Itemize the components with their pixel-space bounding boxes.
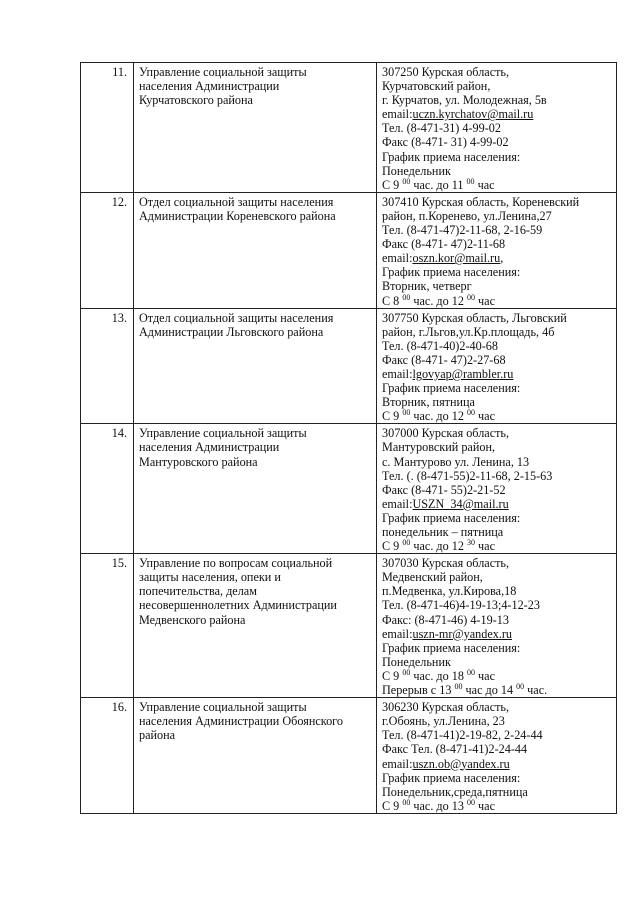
- contact-line: Вторник, четверг: [382, 279, 472, 294]
- organization-cell: [134, 424, 377, 554]
- organization-cell: [134, 308, 377, 424]
- email-link[interactable]: oszn.kor@mail.ru: [412, 251, 501, 266]
- contact-line: Мантуровский район,: [382, 440, 496, 455]
- email-line: [382, 627, 612, 641]
- contact-line: 307750 Курская область, Льговский: [382, 310, 567, 325]
- time-text: С 9: [382, 539, 403, 554]
- contact-line: г.Обоянь, ул.Ленина, 23: [382, 714, 505, 729]
- contact-line: с. Мантурово ул. Ленина, 13: [382, 454, 530, 469]
- schedule-time-line: [382, 294, 612, 308]
- organization-name-line: попечительства, делам: [139, 584, 257, 599]
- minutes-superscript: 00: [467, 292, 475, 302]
- minutes-superscript: 00: [467, 408, 475, 418]
- organization-cell: [134, 554, 377, 698]
- organization-name-line: Управление социальной защиты: [139, 700, 307, 715]
- schedule-time-line: [382, 669, 612, 683]
- contact-line: Тел. (. (8-471-55)2-11-68, 2-15-63: [382, 468, 553, 483]
- minutes-superscript: 00: [402, 667, 411, 677]
- table-row: [81, 554, 617, 698]
- time-text: час.: [524, 683, 548, 698]
- offices-table-body: [81, 63, 617, 814]
- time-text: С 8: [382, 293, 403, 308]
- schedule-time-line: [382, 799, 612, 813]
- organization-name-line: населения Администрации: [139, 79, 280, 94]
- minutes-superscript: 00: [402, 797, 411, 807]
- schedule-time-line: [382, 539, 612, 553]
- time-text: С 9: [382, 177, 403, 192]
- minutes-superscript: 00: [516, 682, 525, 692]
- contact-line: 307410 Курская область, Кореневский: [382, 194, 580, 209]
- time-text: час: [475, 409, 495, 424]
- contact-line: График приема населения:: [382, 770, 521, 785]
- contact-line: 307250 Курская область,: [382, 65, 510, 79]
- contact-line: Вторник, пятница: [382, 395, 475, 410]
- table-row: [81, 308, 617, 424]
- time-text: С 9: [382, 798, 403, 813]
- time-text: час. до 13: [410, 798, 467, 813]
- organization-cell: [134, 192, 377, 308]
- organization-cell: [134, 63, 377, 193]
- time-text: час. до 12: [410, 409, 467, 424]
- time-text: час. до 11: [410, 177, 467, 192]
- organization-name-line: несовершеннолетних Администрации: [139, 598, 337, 613]
- minutes-superscript: 00: [467, 797, 475, 807]
- table-row: [81, 698, 617, 814]
- contact-info-cell: [377, 308, 617, 424]
- contact-line: Факс (8-471- 55)2-21-52: [382, 482, 506, 497]
- email-link[interactable]: USZN_34@mail.ru: [412, 496, 509, 511]
- email-link[interactable]: lgovyap@rambler.ru: [412, 366, 514, 381]
- email-line: [382, 367, 612, 381]
- contact-line: г. Курчатов, ул. Молодежная, 5в: [382, 93, 547, 108]
- contact-line: Факс: (8-471-46) 4-19-13: [382, 612, 509, 627]
- organization-name-line: Управление социальной защиты: [139, 65, 307, 79]
- schedule-time-line: [382, 178, 612, 192]
- time-text: С 9: [382, 668, 403, 683]
- time-text: час до 14: [462, 683, 517, 698]
- table-row: [81, 63, 617, 193]
- time-text: час: [475, 539, 495, 554]
- offices-table: [80, 62, 617, 814]
- minutes-superscript: 00: [467, 667, 475, 677]
- email-label: email:: [382, 251, 413, 266]
- organization-name-line: Курчатовского района: [139, 93, 253, 108]
- email-suffix: ,: [500, 251, 504, 266]
- time-text: час: [474, 177, 495, 192]
- minutes-superscript: 00: [466, 176, 475, 186]
- contact-line: Медвенский район,: [382, 570, 483, 585]
- minutes-superscript: 00: [402, 176, 411, 186]
- organization-name-line: Мантуровского района: [139, 454, 258, 469]
- time-text: Перерыв с 13: [382, 683, 455, 698]
- contact-line: район, г.Льгов,ул.Кр.площадь, 4б: [382, 324, 555, 339]
- row-number: 11.: [81, 63, 134, 193]
- minutes-superscript: 00: [454, 682, 463, 692]
- email-label: email:: [382, 107, 413, 122]
- minutes-superscript: 00: [402, 408, 411, 418]
- contact-line: Факс (8-471- 47)2-11-68: [382, 237, 506, 252]
- contact-line: Тел. (8-471-46)4-19-13;4-12-23: [382, 598, 540, 613]
- email-line: [382, 497, 612, 511]
- contact-line: Понедельник: [382, 654, 451, 669]
- contact-info-cell: [377, 698, 617, 814]
- time-text: час. до 12: [410, 539, 467, 554]
- contact-line: район, п.Коренево, ул.Ленина,27: [382, 208, 552, 223]
- contact-info-cell: [377, 424, 617, 554]
- contact-line: Понедельник: [382, 163, 451, 178]
- minutes-superscript: 30: [467, 538, 475, 548]
- contact-info-cell: [377, 192, 617, 308]
- contact-info-cell: [377, 63, 617, 193]
- organization-name-line: Администрации Кореневского района: [139, 208, 336, 223]
- contact-line: Факс Тел. (8-471-41)2-24-44: [382, 742, 528, 757]
- schedule-time-line: [382, 683, 612, 697]
- contact-line: Понедельник,среда,пятница: [382, 784, 528, 799]
- minutes-superscript: 00: [402, 292, 411, 302]
- contact-line: п.Медвенка, ул.Кирова,18: [382, 584, 517, 599]
- time-text: час. до 12: [410, 293, 467, 308]
- row-number: 16.: [81, 698, 134, 814]
- contact-line: Тел. (8-471-40)2-40-68: [382, 338, 498, 353]
- email-label: email:: [382, 496, 413, 511]
- organization-name-line: района: [139, 728, 176, 743]
- contact-line: 307000 Курская область,: [382, 426, 510, 441]
- contact-line: График приема населения:: [382, 265, 521, 280]
- contact-line: График приема населения:: [382, 510, 521, 525]
- table-row: [81, 192, 617, 308]
- row-number: 12.: [81, 192, 134, 308]
- contact-line: понедельник – пятница: [382, 525, 504, 539]
- email-line: [382, 757, 612, 771]
- contact-line: Тел. (8-471-47)2-11-68, 2-16-59: [382, 223, 543, 238]
- row-number: 14.: [81, 424, 134, 554]
- contact-line: 307030 Курская область,: [382, 556, 510, 571]
- time-text: час: [475, 293, 495, 308]
- email-line: [382, 107, 612, 121]
- organization-name-line: Администрации Льговского района: [139, 324, 324, 339]
- email-label: email:: [382, 366, 413, 381]
- contact-line: Факс (8-471- 31) 4-99-02: [382, 135, 509, 150]
- contact-line: Курчатовский район,: [382, 79, 491, 94]
- organization-name-line: Медвенского района: [139, 612, 246, 627]
- contact-line: График приема населения:: [382, 381, 521, 396]
- row-number: 13.: [81, 308, 134, 424]
- contact-info-cell: [377, 554, 617, 698]
- email-label: email:: [382, 626, 413, 641]
- email-link[interactable]: uczn.kyrchatov@mail.ru: [412, 107, 534, 122]
- organization-name-line: населения Администрации: [139, 440, 280, 455]
- contact-line: График приема населения:: [382, 640, 521, 655]
- organization-name-line: Управление социальной защиты: [139, 426, 307, 441]
- time-text: час: [475, 668, 495, 683]
- email-link[interactable]: uszn-mr@yandex.ru: [412, 626, 513, 641]
- time-text: час: [475, 798, 495, 813]
- email-label: email:: [382, 756, 413, 771]
- email-link[interactable]: uszn.ob@yandex.ru: [412, 756, 510, 771]
- minutes-superscript: 00: [402, 538, 411, 548]
- contact-line: Тел. (8-471-31) 4-99-02: [382, 121, 501, 136]
- time-text: С 9: [382, 409, 403, 424]
- contact-line: График приема населения:: [382, 149, 521, 164]
- schedule-time-line: [382, 409, 612, 423]
- organization-cell: [134, 698, 377, 814]
- organization-name-line: Отдел социальной защиты населения: [139, 194, 334, 209]
- organization-name-line: защиты населения, опеки и: [139, 570, 281, 585]
- organization-name-line: Отдел социальной защиты населения: [139, 310, 334, 325]
- email-line: [382, 251, 612, 265]
- time-text: час. до 18: [410, 668, 467, 683]
- organization-name-line: Управление по вопросам социальной: [139, 556, 333, 571]
- contact-line: Факс (8-471- 47)2-27-68: [382, 352, 506, 367]
- row-number: 15.: [81, 554, 134, 698]
- organization-name-line: населения Администрации Обоянского: [139, 714, 343, 729]
- table-row: [81, 424, 617, 554]
- contact-line: Тел. (8-471-41)2-19-82, 2-24-44: [382, 728, 543, 743]
- contact-line: 306230 Курская область,: [382, 700, 510, 715]
